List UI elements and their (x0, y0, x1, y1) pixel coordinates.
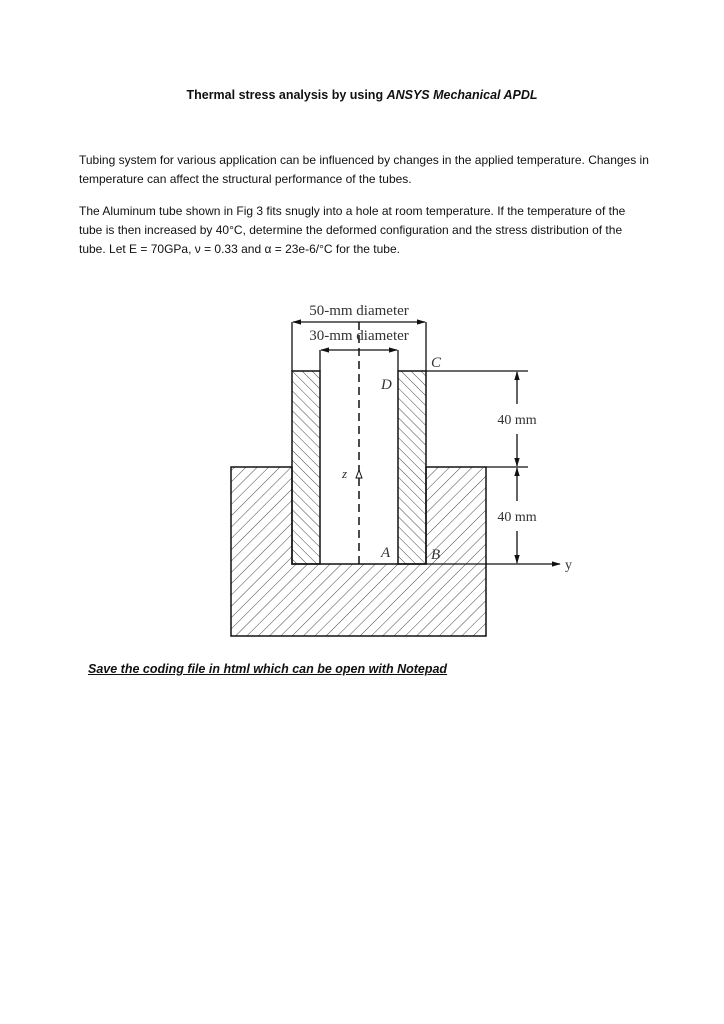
lower-height-label: 40 mm (497, 510, 537, 525)
point-a-label: A (381, 545, 391, 561)
z-axis-arrow-icon (356, 470, 362, 478)
point-b-label: B (431, 547, 441, 563)
y-axis-label: y (565, 558, 572, 573)
save-instruction-note: Save the coding file in html which can be open with Notepad (88, 662, 448, 676)
outer-diameter-label: 50-mm diameter (309, 303, 409, 319)
page-title: Thermal stress analysis by using ANSYS Mechanical APDL (186, 88, 538, 102)
point-c-label: C (431, 355, 442, 371)
tube-right-wall (398, 371, 426, 564)
upper-height-label: 40 mm (497, 413, 537, 428)
inner-diameter-label: 30-mm diameter (309, 328, 409, 344)
problem-paragraph: The Aluminum tube shown in Fig 3 fits snugly into a hole at room temperature. If the temperature of the tube is then increased by 40°C, determine the deformed configuration and the stress distribution of the tube. Let E = 70GPa, ν = 0.33 and α = 23e-6/°C for the tube. (79, 204, 626, 256)
tube-left-wall (292, 371, 320, 564)
point-d-label: D (381, 377, 392, 393)
intro-paragraph: Tubing system for various application can be influenced by changes in the applied temperature. Changes in temperature can affect the structural performance of the tubes. (79, 153, 649, 186)
z-axis-label: z (342, 466, 348, 481)
